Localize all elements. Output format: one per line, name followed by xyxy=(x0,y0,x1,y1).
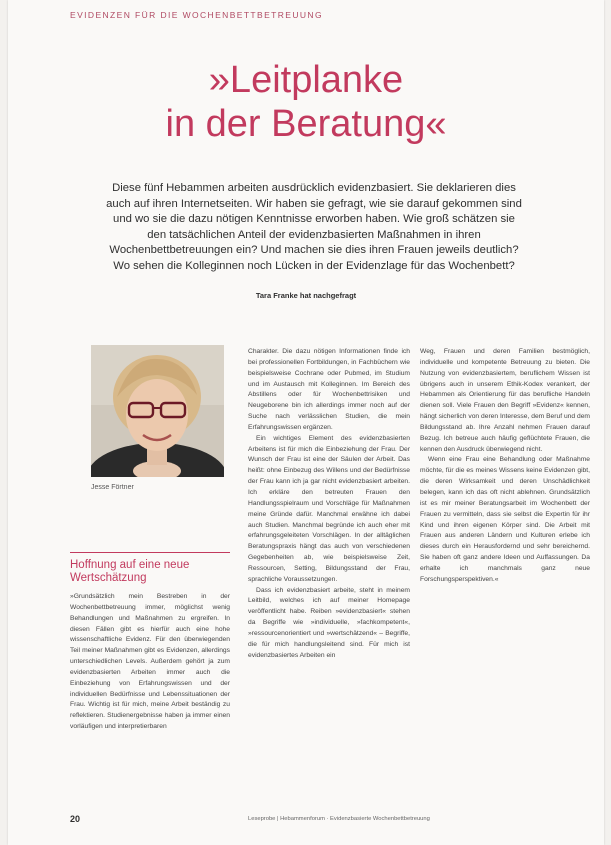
section-rubric: EVIDENZEN FÜR DIE WOCHENBETTBETREUUNG xyxy=(70,10,323,20)
portrait-illustration xyxy=(91,345,224,477)
paragraph: Wenn eine Frau eine Behandlung oder Maßnahme möchte, für die es meines Wissens keine Evidenzen gibt, die deren Wirksamkeit und deren Unschädlichkeit belegen, kann ich das oft nicht ablehnen. Grundsätzlich ist es mir meiner Beratungsarbeit im Wochenbett der Frauen zu vermitteln, dass sie selbst die Expertin für ihr Kind und ihren eigenen Körper sind. Die Arbeit mit Frauen aus anderen Ländern und Kulturen erlebe ich dieses durch ein Herausfordernd und sehr bereichernd. Sie haben oft ganz andere Ideen und Auffassungen. Da erhalte ich manchmals ganz neue Forschungsperspektiven.« xyxy=(420,456,590,583)
article-title xyxy=(8,58,604,146)
byline: Tara Franke hat nachgefragt xyxy=(255,291,357,300)
lead-paragraph: Diese fünf Hebammen arbeiten ausdrücklich evidenzbasiert. Sie deklarieren dies auch auf ihren Internetseiten. Wir haben sie gefragt, wie sie darauf gekommen sind und wo sie die dazu nötigen Kenntnisse erworben haben. Wie groß schätzen sie den tatsächlichen Anteil der evidenzbasierten Maßnahmen in ihren Wochenbettbetreuungen ein? Und machen sie dies ihren Frauen jeweils deutlich? Wo sehen die Kolleginnen noch Lücken in der Evidenzlage für das Wochenbett? xyxy=(106,182,522,272)
paragraph: Charakter. Die dazu nötigen Informationen finde ich bei professionellen Fortbildungen, in Fachbüchern wie beispielsweise Cochrane oder Pubmed, im Studium und im Austausch mit Kolleginnen. Im Bereich des Abstillens oder für Wochenbettrisiken und Neugeborene bin ich allerdings immer noch auf der Suche nach verlässlichen Studien, die mein Erfahrungswissen ergänzen. xyxy=(248,348,410,431)
paragraph: Dass ich evidenzbasiert arbeite, steht in meinem Leitbild, welches ich auf meiner Homepage veröffentlicht habe. Reiben »evidenzbasiert« stehen da Begriffe wie »individuelle, »fachkompetent«, »ressourcenorientiert und »wertschätzend« – Begriffe, die für mich handlungsleitend sind. Für mich ist evidenzbasiertes Arbeiten ein xyxy=(248,586,410,659)
paragraph: »Grundsätzlich mein Bestreben in der Wochenbettbetreuung immer, möglichst wenig Behandlungen und Maßnahmen zu ergreifen. In diesen Fällen gibt es hierfür auch eine hohe wissenschaftliche Evidenz. Für den überwiegenden Teil meiner Maßnahmen gibt es Evidenzen, allerdings unterschiedlichen Levels. Außerdem gehört ja zum evidenzbasierten Arbeiten immer auch die Einbeziehung von Erfahrungswissen und der individuellen Bedürfnisse und Lebenssituationen der Frau. Wichtig ist für mich, meine Arbeit beständig zu reflektieren. Studienergebnisse haben ja immer einen vorläufigen und interpretierbaren xyxy=(70,593,230,731)
paragraph: Ein wichtiges Element des evidenzbasierten Arbeitens ist für mich die Einbeziehung der Frau. Der Wunsch der Frau ist eine der Säulen der Arbeit. Das heißt: ohne Einbezug des Willens und der Bedürfnisse der Frau kann ich ja gar nicht evidenzbasiert arbeiten. Ich erkläre den betreuten Frauen den Handlungsspielraum und Vorschläge für Maßnahmen meine Gründe dafür. Manchmal erwähne ich dabei auch Studien. Manchmal begründe ich auch eher mit erfahrungsgeleiteten Vorschlägen. In der alltäglichen Beratungspraxis hängt das auch von verschiedenen Gegebenheiten ab, wie beispielsweise Zeit, Ressourcen, Setting, Bildungsstand der Frau, sprachliche Voraussetzungen. xyxy=(248,434,410,583)
page-number: 20 xyxy=(70,814,81,824)
text-column-3 xyxy=(420,347,590,586)
portrait-photo xyxy=(91,345,224,477)
photo-caption: Jesse Förtner xyxy=(91,484,134,491)
title-line-1: »Leitplanke xyxy=(208,59,404,101)
text-column-2 xyxy=(248,347,410,661)
magazine-page xyxy=(8,0,604,845)
paragraph: Weg, Frauen und deren Familien bestmöglich, individuelle und kompetente Betreuung zu bieten. Die Nutzung von evidenzbasiertem, beruflichem Wissen ist übrigens auch in unserem Ethik-Kodex verankert, der Hebammen als Orientierung für das berufliche Handeln dienen soll. Viele Frauen den Begriff »Evidenz« kennen, hängt sicherlich von deren Interesse, dem Beruf und dem Bildungsstand ab. Ihre Anzahl nehmen Frauen darauf Bezug. Ich betreue auch häufig geflüchtete Frauen, die kennen den Ausdruck überwiegend nicht. xyxy=(420,348,590,453)
footer-text: Leseprobe | Hebammenforum · Evidenzbasierte Wochenbettbetreuung xyxy=(248,816,430,822)
subhead-rule xyxy=(70,552,230,553)
title-line-2: in der Beratung« xyxy=(165,103,447,145)
text-column-1 xyxy=(70,592,230,733)
subheading: Hoffnung auf eine neue Wertschätzung xyxy=(70,559,190,584)
